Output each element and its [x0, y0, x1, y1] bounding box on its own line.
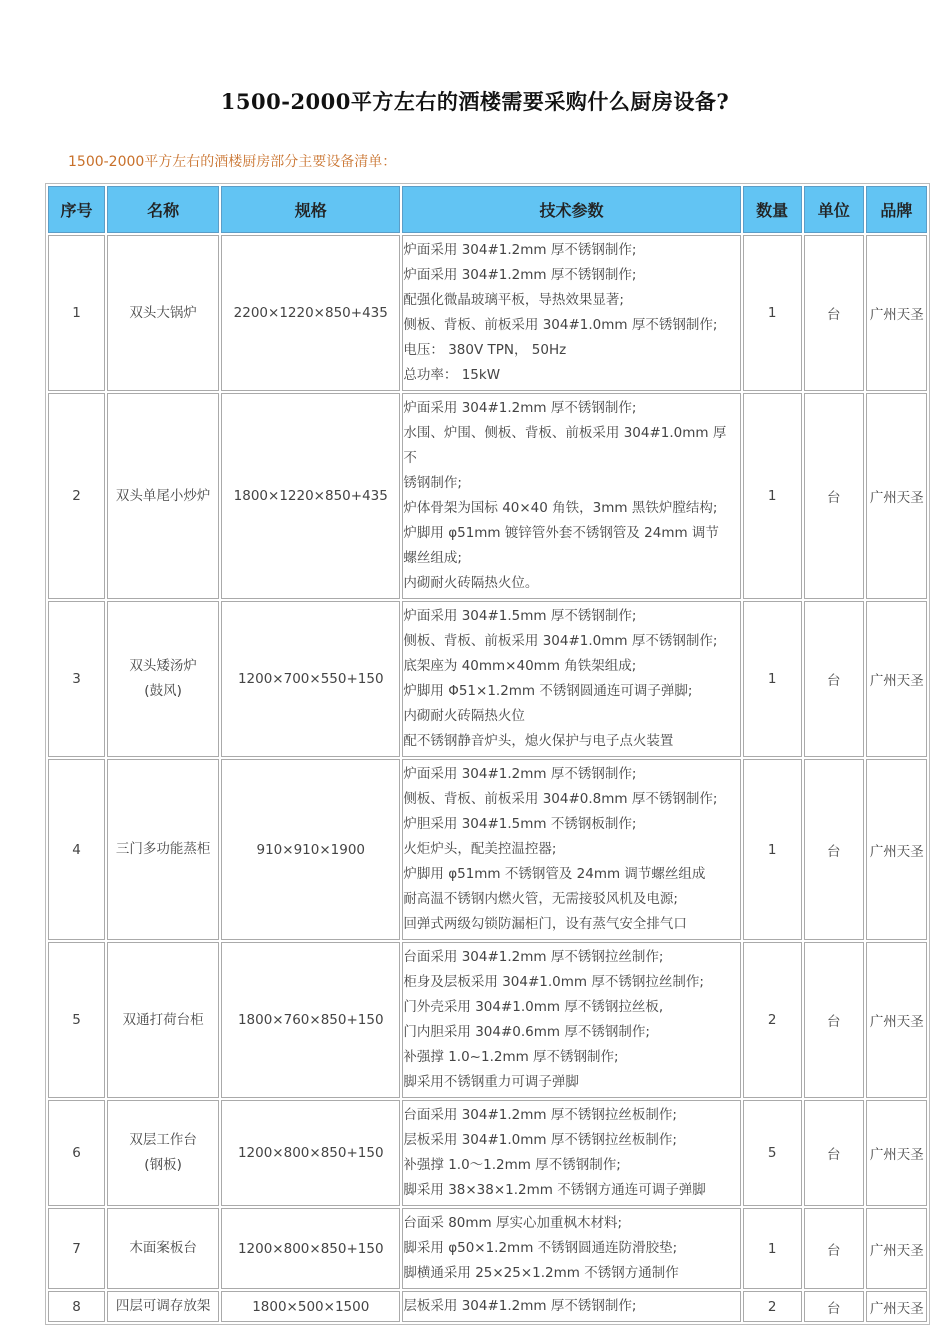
cell-brand: 广州天圣	[866, 1100, 927, 1206]
cell-unit: 台	[804, 1100, 864, 1206]
table-row	[48, 393, 927, 599]
table-row	[48, 1100, 927, 1206]
cell-name: 双头大锅炉	[107, 235, 219, 391]
tech-line: 炉脚用 φ51mm 不锈钢管及 24mm 调节螺丝组成	[403, 866, 706, 882]
tech-line: 总功率： 15kW	[403, 367, 501, 383]
table-row	[48, 1208, 927, 1289]
tech-line: 台面采用 304#1.2mm 厚不锈钢拉丝板制作;	[403, 1107, 677, 1123]
tech-line: 炉脚用 Φ51×1.2mm 不锈钢圆通连可调子弹脚;	[403, 683, 693, 699]
cell-unit: 台	[804, 1291, 864, 1322]
cell-tech	[402, 1100, 740, 1206]
tech-line: 脚采用 φ50×1.2mm 不锈钢圆通连防滑胶垫;	[403, 1240, 678, 1256]
cell-name: 四层可调存放架	[107, 1291, 219, 1322]
tech-line: 脚采用 38×38×1.2mm 不锈钢方通连可调子弹脚	[403, 1182, 706, 1198]
tech-line: 电压： 380V TPN， 50Hz	[403, 342, 567, 358]
cell-spec: 1800×500×1500	[221, 1291, 400, 1322]
tech-line: 侧板、背板、前板采用 304#1.0mm 厚不锈钢制作;	[403, 633, 718, 649]
tech-line: 门外壳采用 304#1.0mm 厚不锈钢拉丝板,	[403, 999, 664, 1015]
cell-spec: 1200×700×550+150	[221, 601, 400, 757]
equipment-table-wrapper	[45, 183, 930, 1317]
cell-name: 三门多功能蒸柜	[107, 759, 219, 940]
tech-line: 炉胆采用 304#1.5mm 不锈钢板制作;	[403, 816, 637, 832]
table-row	[48, 235, 927, 391]
cell-no: 7	[48, 1208, 105, 1289]
tech-line: 侧板、背板、前板采用 304#0.8mm 厚不锈钢制作;	[403, 791, 718, 807]
tech-line: 补强撑 1.0～1.2mm 厚不锈钢制作;	[403, 1157, 621, 1173]
cell-spec: 910×910×1900	[221, 759, 400, 940]
table-header-row	[48, 186, 927, 233]
cell-qty: 1	[743, 1208, 802, 1289]
cell-qty: 1	[743, 393, 802, 599]
cell-spec: 1200×800×850+150	[221, 1208, 400, 1289]
cell-no: 2	[48, 393, 105, 599]
cell-name: 木面案板台	[107, 1208, 219, 1289]
header-qty: 数量	[743, 186, 802, 233]
tech-line: 炉面采用 304#1.2mm 厚不锈钢制作;	[403, 267, 637, 283]
header-no: 序号	[48, 186, 105, 233]
tech-line: 柜身及层板采用 304#1.0mm 厚不锈钢拉丝制作;	[403, 974, 704, 990]
tech-line: 炉体骨架为国标 40×40 角铁，3mm 黑铁炉膛结构;	[403, 500, 718, 516]
cell-unit: 台	[804, 759, 864, 940]
cell-no: 6	[48, 1100, 105, 1206]
tech-line: 补强撑 1.0~1.2mm 厚不锈钢制作;	[403, 1049, 619, 1065]
tech-line: 门内胆采用 304#0.6mm 厚不锈钢制作;	[403, 1024, 650, 1040]
cell-unit: 台	[804, 235, 864, 391]
cell-unit: 台	[804, 1208, 864, 1289]
list-subtitle: 1500-2000平方左右的酒楼厨房部分主要设备清单：	[68, 154, 397, 170]
cell-no: 4	[48, 759, 105, 940]
cell-qty: 5	[743, 1100, 802, 1206]
tech-line: 脚横通采用 25×25×1.2mm 不锈钢方通制作	[403, 1265, 679, 1281]
table-row	[48, 601, 927, 757]
cell-spec: 1800×1220×850+435	[221, 393, 400, 599]
cell-name: 双头单尾小炒炉	[107, 393, 219, 599]
cell-unit: 台	[804, 601, 864, 757]
tech-line: 炉面采用 304#1.2mm 厚不锈钢制作;	[403, 400, 637, 416]
tech-line: 配强化微晶玻璃平板，导热效果显著;	[403, 292, 624, 308]
cell-brand: 广州天圣	[866, 942, 927, 1098]
cell-tech	[402, 601, 740, 757]
cell-brand: 广州天圣	[866, 235, 927, 391]
cell-spec: 2200×1220×850+435	[221, 235, 400, 391]
cell-qty: 2	[743, 942, 802, 1098]
tech-line: 台面采用 304#1.2mm 厚不锈钢拉丝制作;	[403, 949, 664, 965]
tech-line: 炉脚用 φ51mm 镀锌管外套不锈钢管及 24mm 调节	[403, 525, 719, 541]
header-brand: 品牌	[866, 186, 927, 233]
cell-tech	[402, 393, 740, 599]
cell-tech	[402, 759, 740, 940]
cell-tech	[402, 1208, 740, 1289]
cell-no: 1	[48, 235, 105, 391]
cell-tech	[402, 1291, 740, 1322]
tech-line: 炉面采用 304#1.5mm 厚不锈钢制作;	[403, 608, 637, 624]
cell-brand: 广州天圣	[866, 1208, 927, 1289]
cell-qty: 1	[743, 601, 802, 757]
cell-unit: 台	[804, 393, 864, 599]
tech-line: 水围、炉围、侧板、背板、前板采用 304#1.0mm 厚不	[403, 425, 727, 466]
cell-unit: 台	[804, 942, 864, 1098]
cell-spec: 1200×800×850+150	[221, 1100, 400, 1206]
cell-name: 双头矮汤炉 (鼓风)	[107, 601, 219, 757]
cell-qty: 2	[743, 1291, 802, 1322]
tech-line: 侧板、背板、前板采用 304#1.0mm 厚不锈钢制作;	[403, 317, 718, 333]
tech-line: 内砌耐火砖隔热火位。	[403, 575, 539, 591]
cell-brand: 广州天圣	[866, 1291, 927, 1322]
tech-line: 螺丝组成;	[403, 550, 462, 566]
cell-no: 3	[48, 601, 105, 757]
cell-qty: 1	[743, 235, 802, 391]
cell-brand: 广州天圣	[866, 759, 927, 940]
tech-line: 内砌耐火砖隔热火位	[403, 708, 525, 724]
tech-line: 层板采用 304#1.2mm 厚不锈钢制作;	[403, 1298, 637, 1314]
tech-line: 配不锈钢静音炉头，熄火保护与电子点火装置	[403, 733, 674, 749]
tech-line: 火炬炉头，配美控温控器;	[403, 841, 557, 857]
equipment-table	[45, 183, 930, 1325]
cell-name: 双通打荷台柜	[107, 942, 219, 1098]
tech-line: 炉面采用 304#1.2mm 厚不锈钢制作;	[403, 242, 637, 258]
table-row	[48, 1291, 927, 1322]
tech-line: 回弹式两级勾锁防漏柜门，设有蒸气安全排气口	[403, 916, 687, 932]
table-row	[48, 942, 927, 1098]
cell-spec: 1800×760×850+150	[221, 942, 400, 1098]
header-unit: 单位	[804, 186, 864, 233]
cell-brand: 广州天圣	[866, 601, 927, 757]
header-tech: 技术参数	[402, 186, 740, 233]
tech-line: 脚采用不锈钢重力可调子弹脚	[403, 1074, 579, 1090]
cell-tech	[402, 235, 740, 391]
cell-no: 5	[48, 942, 105, 1098]
table-body	[48, 235, 927, 1322]
header-spec: 规格	[221, 186, 400, 233]
table-row	[48, 759, 927, 940]
header-name: 名称	[107, 186, 219, 233]
cell-brand: 广州天圣	[866, 393, 927, 599]
tech-line: 层板采用 304#1.0mm 厚不锈钢拉丝板制作;	[403, 1132, 677, 1148]
tech-line: 耐高温不锈钢内燃火管，无需接驳风机及电源;	[403, 891, 678, 907]
tech-line: 台面采 80mm 厚实心加重枫木材料;	[403, 1215, 623, 1231]
cell-qty: 1	[743, 759, 802, 940]
cell-tech	[402, 942, 740, 1098]
page-title: 1500-2000平方左右的酒楼需要采购什么厨房设备?	[220, 89, 730, 114]
tech-line: 底架座为 40mm×40mm 角铁架组成;	[403, 658, 637, 674]
tech-line: 炉面采用 304#1.2mm 厚不锈钢制作;	[403, 766, 637, 782]
cell-name: 双层工作台 (钢板)	[107, 1100, 219, 1206]
tech-line: 锈钢制作;	[403, 475, 462, 491]
cell-no: 8	[48, 1291, 105, 1322]
